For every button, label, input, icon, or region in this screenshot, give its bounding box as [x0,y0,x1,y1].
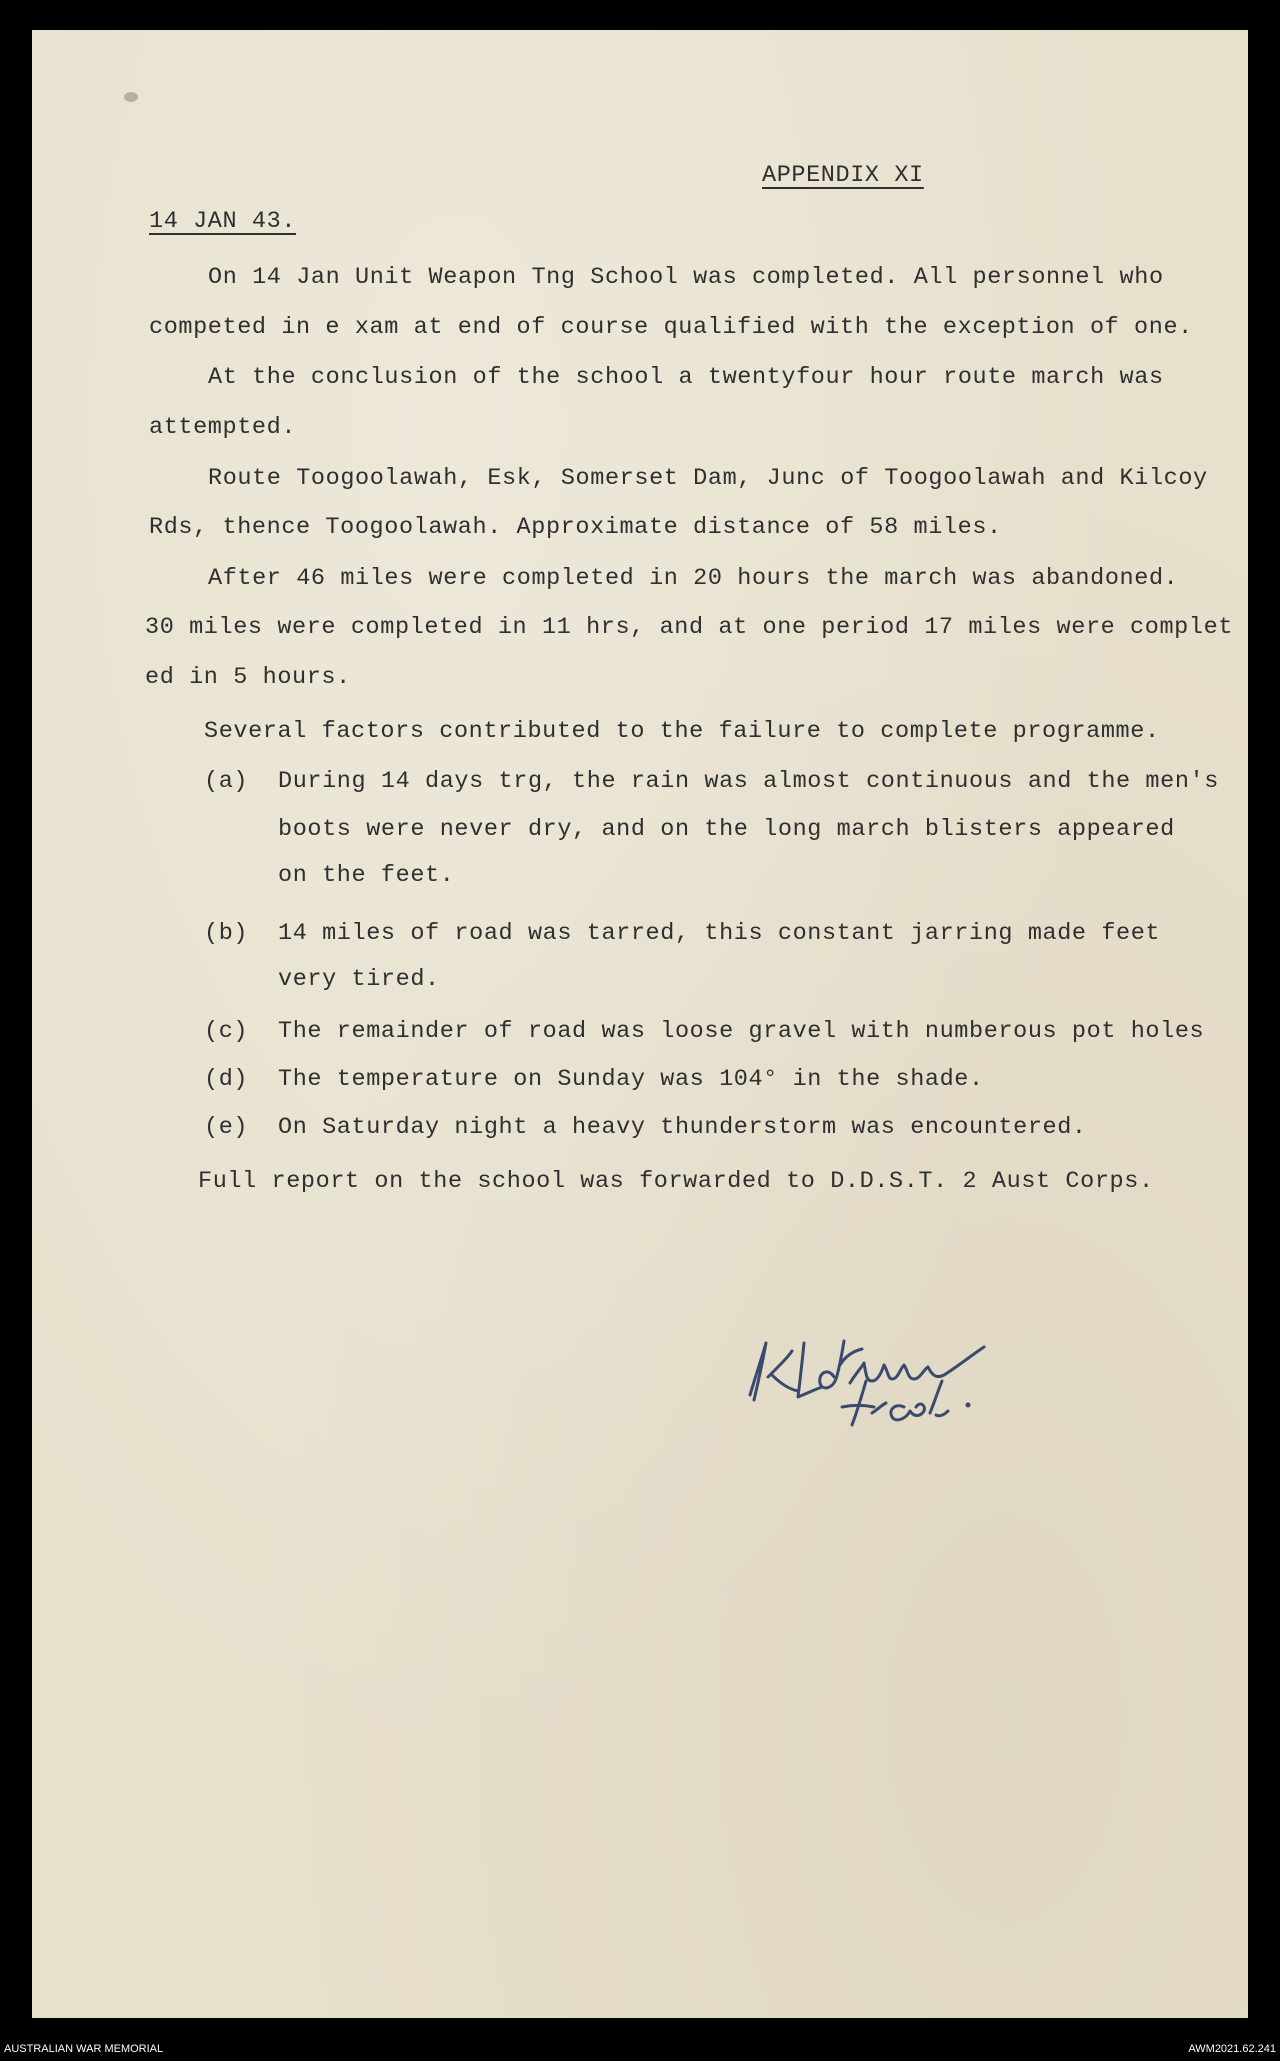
scan-edge [1248,0,1280,2040]
factor-marker-a: (a) [204,768,249,795]
body-line: After 46 miles were completed in 20 hours the march was abandoned. [208,565,1179,592]
closing-line: Full report on the school was forwarded to D.D.S.T. 2 Aust Corps. [198,1168,1154,1195]
body-line: On 14 Jan Unit Weapon Tng School was completed. All personnel who [208,264,1164,291]
body-line: At the conclusion of the school a twentyfour hour route march was [208,364,1164,391]
factor-line: The remainder of road was loose gravel with numberous pot holes [278,1018,1205,1045]
body-line: 30 miles were completed in 11 hrs, and at one period 17 miles were complet [145,614,1233,641]
archive-footer [0,2039,1280,2061]
body-line: ed in 5 hours. [145,664,351,691]
body-line: attempted. [149,414,297,441]
footer-archive-name: AUSTRALIAN WAR MEMORIAL [4,2043,164,2055]
body-line: competed in e xam at end of course qualified with the exception of one. [149,314,1193,341]
factor-line: During 14 days trg, the rain was almost continuous and the men's [278,768,1219,795]
factor-line: boots were never dry, and on the long march blisters appeared [278,816,1175,843]
factor-marker-d: (d) [204,1066,249,1093]
appendix-title: APPENDIX XI [762,162,924,189]
factor-line: On Saturday night a heavy thunderstorm was encountered. [278,1114,1087,1141]
handwritten-signature [722,1285,1062,1435]
factor-line: very tired. [278,966,440,993]
footer-accession-number: AWM2021.62.241 [1188,2043,1276,2055]
factor-line: 14 miles of road was tarred, this constant jarring made feet [278,920,1161,947]
document-page [32,30,1250,2018]
factor-line: on the feet. [278,862,455,889]
body-line: Route Toogoolawah, Esk, Somerset Dam, Junc of Toogoolawah and Kilcoy [208,465,1208,492]
body-line: Rds, thence Toogoolawah. Approximate distance of 58 miles. [149,514,1002,541]
factor-line: The temperature on Sunday was 104° in the shade. [278,1066,984,1093]
body-line: Several factors contributed to the failure to complete programme. [204,718,1160,745]
punch-mark [124,92,138,102]
factor-marker-b: (b) [204,920,249,947]
factor-marker-c: (c) [204,1018,249,1045]
factor-marker-e: (e) [204,1114,249,1141]
date-heading: 14 JAN 43. [149,208,297,235]
